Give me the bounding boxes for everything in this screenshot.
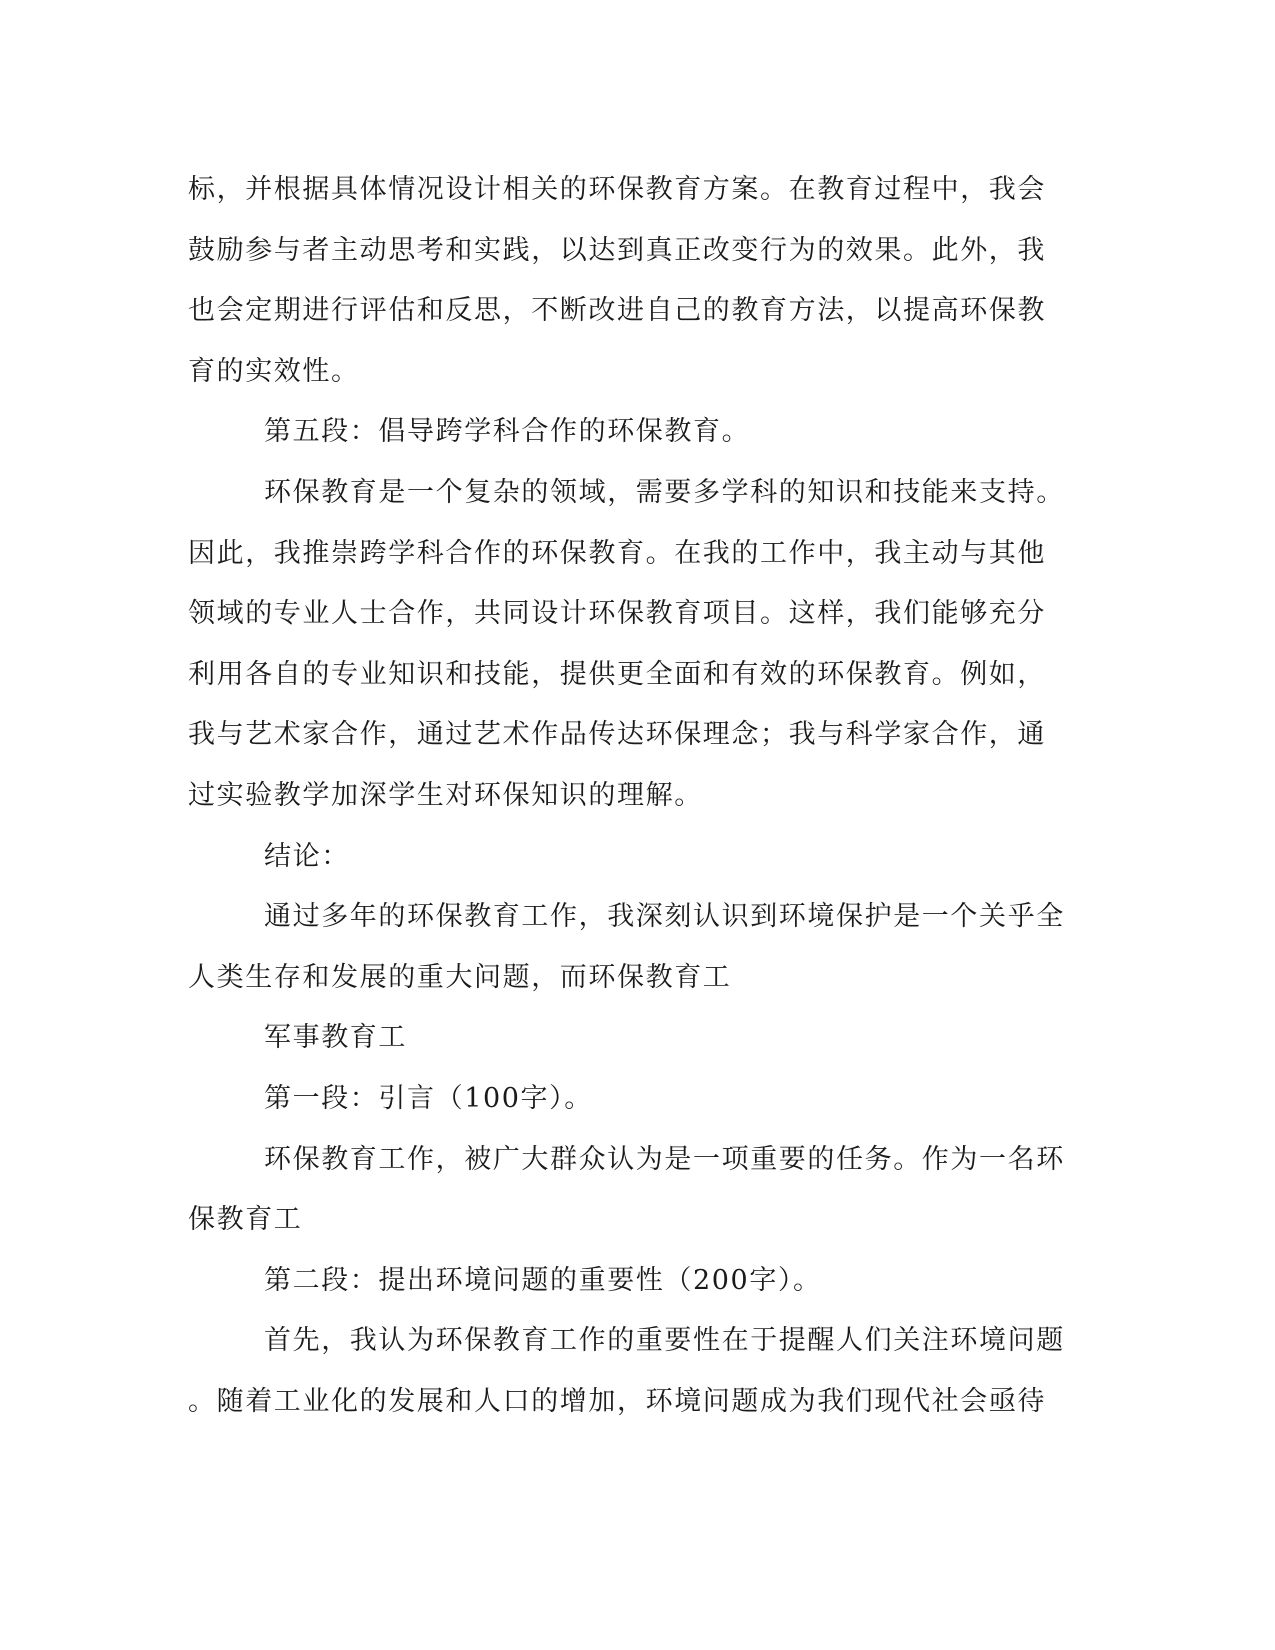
text-line: 鼓励参与者主动思考和实践，以达到真正改变行为的效果。此外，我 — [188, 234, 1046, 266]
text-line: 领域的专业人士合作，共同设计环保教育项目。这样，我们能够充分 — [188, 598, 1046, 630]
section-heading: 第五段：倡导跨学科合作的环保教育。 — [264, 416, 751, 448]
text-line: 保教育工 — [188, 1204, 303, 1236]
text-line: 标，并根据具体情况设计相关的环保教育方案。在教育过程中，我会 — [188, 174, 1046, 205]
body-text — [188, 160, 1088, 1432]
text-line: 因此，我推崇跨学科合作的环保教育。在我的工作中，我主动与其他 — [188, 537, 1046, 569]
text-line: 首先，我认为环保教育工作的重要性在于提醒人们关注环境问题 — [264, 1325, 1065, 1357]
text-line: 我与艺术家合作，通过艺术作品传达环保理念；我与科学家合作，通 — [188, 719, 1046, 751]
text-line: 人类生存和发展的重大问题，而环保教育工 — [188, 961, 732, 993]
text-line: 利用各自的专业知识和技能，提供更全面和有效的环保教育。例如， — [188, 658, 1046, 690]
text-line: 。随着工业化的发展和人口的增加，环境问题成为我们现代社会亟待 — [188, 1385, 1046, 1417]
text-line: 育的实效性。 — [188, 355, 360, 387]
section-heading: 第二段：提出环境问题的重要性（200字）。 — [264, 1264, 822, 1296]
text-line: 环保教育工作，被广大群众认为是一项重要的任务。作为一名环 — [264, 1143, 1065, 1175]
text-line: 也会定期进行评估和反思，不断改进自己的教育方法，以提高环保教 — [188, 295, 1046, 327]
text-line: 通过多年的环保教育工作，我深刻认识到环境保护是一个关乎全 — [264, 901, 1065, 933]
text-line: 过实验教学加深学生对环保知识的理解。 — [188, 779, 703, 811]
section-heading: 第一段：引言（100字）。 — [264, 1082, 593, 1114]
text-line: 环保教育是一个复杂的领域，需要多学科的知识和技能来支持。 — [264, 476, 1065, 508]
section-heading: 军事教育工 — [264, 1022, 407, 1054]
section-heading: 结论： — [264, 840, 350, 872]
